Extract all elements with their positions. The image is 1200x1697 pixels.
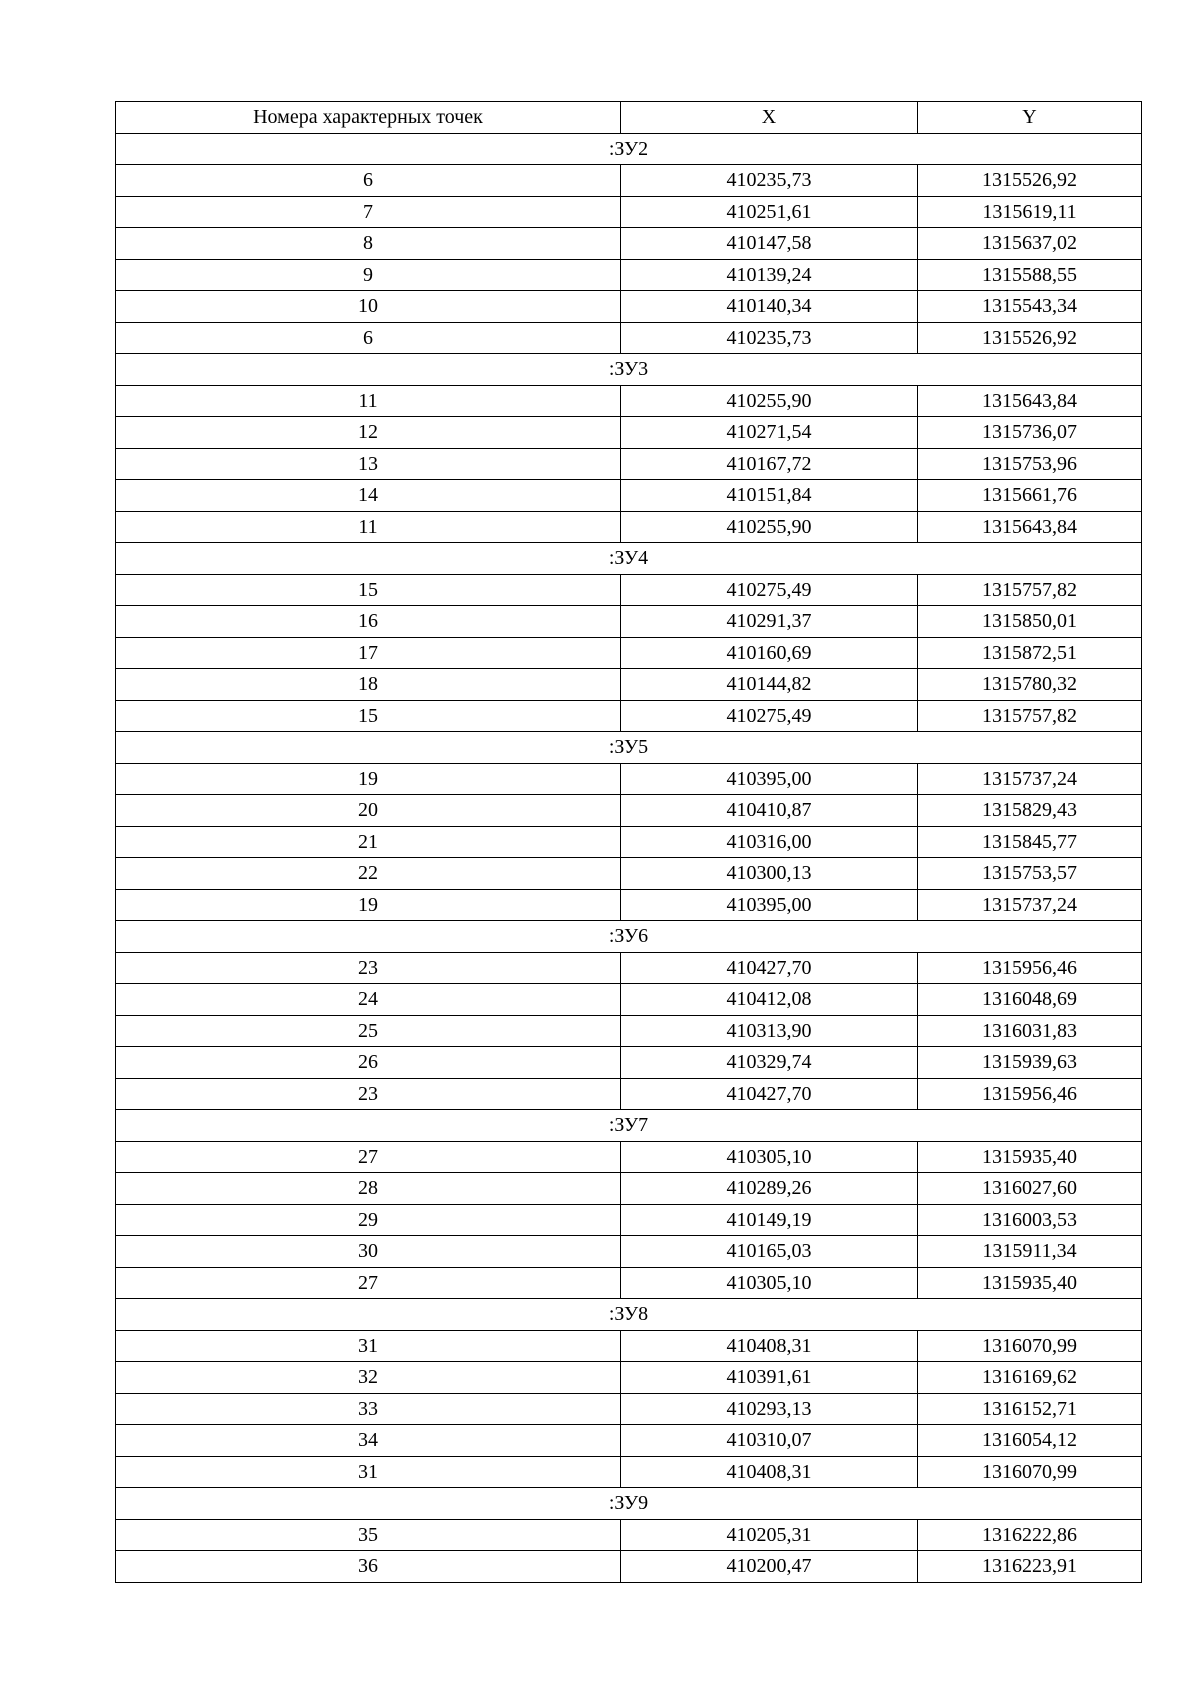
point-number-cell: 27 [116, 1141, 621, 1173]
table-row [116, 322, 1142, 354]
point-number-cell: 20 [116, 795, 621, 827]
x-cell: 410235,73 [621, 165, 918, 197]
y-cell: 1316070,99 [918, 1330, 1142, 1362]
x-cell: 410144,82 [621, 669, 918, 701]
x-cell: 410275,49 [621, 700, 918, 732]
point-number-cell: 16 [116, 606, 621, 638]
y-cell: 1315780,32 [918, 669, 1142, 701]
y-cell: 1315637,02 [918, 228, 1142, 260]
table-row [116, 763, 1142, 795]
section-title: :ЗУ8 [116, 1299, 1142, 1331]
point-number-cell: 24 [116, 984, 621, 1016]
table-row [116, 1551, 1142, 1583]
table-row [116, 228, 1142, 260]
point-number-cell: 13 [116, 448, 621, 480]
table-row [116, 1267, 1142, 1299]
section-title: :ЗУ9 [116, 1488, 1142, 1520]
point-number-cell: 25 [116, 1015, 621, 1047]
point-number-cell: 17 [116, 637, 621, 669]
y-cell: 1315829,43 [918, 795, 1142, 827]
table-row [116, 984, 1142, 1016]
x-cell: 410165,03 [621, 1236, 918, 1268]
y-cell: 1316070,99 [918, 1456, 1142, 1488]
y-cell: 1315845,77 [918, 826, 1142, 858]
table-row [116, 1425, 1142, 1457]
y-cell: 1315911,34 [918, 1236, 1142, 1268]
table-row [116, 1015, 1142, 1047]
point-number-cell: 11 [116, 385, 621, 417]
y-cell: 1316222,86 [918, 1519, 1142, 1551]
table-row [116, 196, 1142, 228]
point-number-cell: 15 [116, 574, 621, 606]
x-cell: 410275,49 [621, 574, 918, 606]
point-number-cell: 23 [116, 952, 621, 984]
y-cell: 1316031,83 [918, 1015, 1142, 1047]
x-cell: 410160,69 [621, 637, 918, 669]
point-number-cell: 32 [116, 1362, 621, 1394]
point-number-cell: 30 [116, 1236, 621, 1268]
point-number-cell: 6 [116, 165, 621, 197]
table-row [116, 1393, 1142, 1425]
table-row [116, 165, 1142, 197]
section-header-row [116, 732, 1142, 764]
table-row [116, 1519, 1142, 1551]
table-row [116, 700, 1142, 732]
table-row [116, 480, 1142, 512]
section-header-row [116, 921, 1142, 953]
header-point-number: Номера характерных точек [116, 102, 621, 134]
x-cell: 410316,00 [621, 826, 918, 858]
section-header-row [116, 1110, 1142, 1142]
x-cell: 410289,26 [621, 1173, 918, 1205]
table-row [116, 291, 1142, 323]
y-cell: 1315737,24 [918, 763, 1142, 795]
x-cell: 410271,54 [621, 417, 918, 449]
section-header-row [116, 1299, 1142, 1331]
table-row [116, 511, 1142, 543]
x-cell: 410255,90 [621, 511, 918, 543]
y-cell: 1315526,92 [918, 322, 1142, 354]
x-cell: 410300,13 [621, 858, 918, 890]
x-cell: 410313,90 [621, 1015, 918, 1047]
table-row [116, 795, 1142, 827]
table-row [116, 1078, 1142, 1110]
y-cell: 1315737,24 [918, 889, 1142, 921]
header-y: Y [918, 102, 1142, 134]
x-cell: 410167,72 [621, 448, 918, 480]
table-row [116, 606, 1142, 638]
point-number-cell: 31 [116, 1330, 621, 1362]
section-title: :ЗУ3 [116, 354, 1142, 386]
section-header-row [116, 1488, 1142, 1520]
y-cell: 1315757,82 [918, 700, 1142, 732]
x-cell: 410200,47 [621, 1551, 918, 1583]
header-row [116, 102, 1142, 134]
x-cell: 410205,31 [621, 1519, 918, 1551]
point-number-cell: 35 [116, 1519, 621, 1551]
y-cell: 1315956,46 [918, 952, 1142, 984]
y-cell: 1315850,01 [918, 606, 1142, 638]
point-number-cell: 12 [116, 417, 621, 449]
table-row [116, 669, 1142, 701]
x-cell: 410329,74 [621, 1047, 918, 1079]
x-cell: 410255,90 [621, 385, 918, 417]
table-row [116, 889, 1142, 921]
x-cell: 410408,31 [621, 1456, 918, 1488]
point-number-cell: 15 [116, 700, 621, 732]
coordinates-table-body [116, 102, 1142, 1583]
table-row [116, 1456, 1142, 1488]
y-cell: 1316027,60 [918, 1173, 1142, 1205]
x-cell: 410305,10 [621, 1267, 918, 1299]
table-row [116, 1141, 1142, 1173]
y-cell: 1316048,69 [918, 984, 1142, 1016]
y-cell: 1315643,84 [918, 385, 1142, 417]
y-cell: 1315935,40 [918, 1141, 1142, 1173]
table-row [116, 1204, 1142, 1236]
y-cell: 1315736,07 [918, 417, 1142, 449]
y-cell: 1315872,51 [918, 637, 1142, 669]
table-row [116, 574, 1142, 606]
point-number-cell: 27 [116, 1267, 621, 1299]
section-header-row [116, 133, 1142, 165]
section-title: :ЗУ2 [116, 133, 1142, 165]
y-cell: 1315661,76 [918, 480, 1142, 512]
point-number-cell: 26 [116, 1047, 621, 1079]
y-cell: 1315543,34 [918, 291, 1142, 323]
x-cell: 410293,13 [621, 1393, 918, 1425]
x-cell: 410149,19 [621, 1204, 918, 1236]
y-cell: 1315939,63 [918, 1047, 1142, 1079]
table-row [116, 952, 1142, 984]
point-number-cell: 8 [116, 228, 621, 260]
y-cell: 1315956,46 [918, 1078, 1142, 1110]
table-row [116, 385, 1142, 417]
x-cell: 410427,70 [621, 1078, 918, 1110]
point-number-cell: 19 [116, 889, 621, 921]
point-number-cell: 31 [116, 1456, 621, 1488]
point-number-cell: 23 [116, 1078, 621, 1110]
x-cell: 410410,87 [621, 795, 918, 827]
y-cell: 1316152,71 [918, 1393, 1142, 1425]
table-row [116, 1330, 1142, 1362]
point-number-cell: 6 [116, 322, 621, 354]
point-number-cell: 14 [116, 480, 621, 512]
x-cell: 410235,73 [621, 322, 918, 354]
coordinates-table [115, 101, 1142, 1583]
point-number-cell: 21 [116, 826, 621, 858]
point-number-cell: 18 [116, 669, 621, 701]
section-title: :ЗУ4 [116, 543, 1142, 575]
point-number-cell: 36 [116, 1551, 621, 1583]
y-cell: 1316054,12 [918, 1425, 1142, 1457]
table-row [116, 1236, 1142, 1268]
point-number-cell: 19 [116, 763, 621, 795]
table-row [116, 1173, 1142, 1205]
y-cell: 1315643,84 [918, 511, 1142, 543]
table-row [116, 826, 1142, 858]
table-row [116, 858, 1142, 890]
x-cell: 410151,84 [621, 480, 918, 512]
table-row [116, 417, 1142, 449]
x-cell: 410395,00 [621, 763, 918, 795]
x-cell: 410310,07 [621, 1425, 918, 1457]
header-x: X [621, 102, 918, 134]
y-cell: 1316169,62 [918, 1362, 1142, 1394]
y-cell: 1315753,96 [918, 448, 1142, 480]
section-title: :ЗУ6 [116, 921, 1142, 953]
x-cell: 410427,70 [621, 952, 918, 984]
x-cell: 410391,61 [621, 1362, 918, 1394]
table-row [116, 1362, 1142, 1394]
x-cell: 410140,34 [621, 291, 918, 323]
x-cell: 410291,37 [621, 606, 918, 638]
point-number-cell: 34 [116, 1425, 621, 1457]
section-header-row [116, 354, 1142, 386]
x-cell: 410305,10 [621, 1141, 918, 1173]
y-cell: 1315753,57 [918, 858, 1142, 890]
point-number-cell: 29 [116, 1204, 621, 1236]
y-cell: 1315588,55 [918, 259, 1142, 291]
table-row [116, 448, 1142, 480]
x-cell: 410412,08 [621, 984, 918, 1016]
y-cell: 1316223,91 [918, 1551, 1142, 1583]
x-cell: 410139,24 [621, 259, 918, 291]
x-cell: 410251,61 [621, 196, 918, 228]
point-number-cell: 7 [116, 196, 621, 228]
point-number-cell: 11 [116, 511, 621, 543]
y-cell: 1315757,82 [918, 574, 1142, 606]
x-cell: 410408,31 [621, 1330, 918, 1362]
section-title: :ЗУ5 [116, 732, 1142, 764]
table-row [116, 637, 1142, 669]
y-cell: 1316003,53 [918, 1204, 1142, 1236]
x-cell: 410147,58 [621, 228, 918, 260]
section-header-row [116, 543, 1142, 575]
y-cell: 1315619,11 [918, 196, 1142, 228]
section-title: :ЗУ7 [116, 1110, 1142, 1142]
point-number-cell: 10 [116, 291, 621, 323]
table-row [116, 1047, 1142, 1079]
point-number-cell: 33 [116, 1393, 621, 1425]
table-row [116, 259, 1142, 291]
y-cell: 1315935,40 [918, 1267, 1142, 1299]
point-number-cell: 9 [116, 259, 621, 291]
y-cell: 1315526,92 [918, 165, 1142, 197]
point-number-cell: 22 [116, 858, 621, 890]
x-cell: 410395,00 [621, 889, 918, 921]
point-number-cell: 28 [116, 1173, 621, 1205]
